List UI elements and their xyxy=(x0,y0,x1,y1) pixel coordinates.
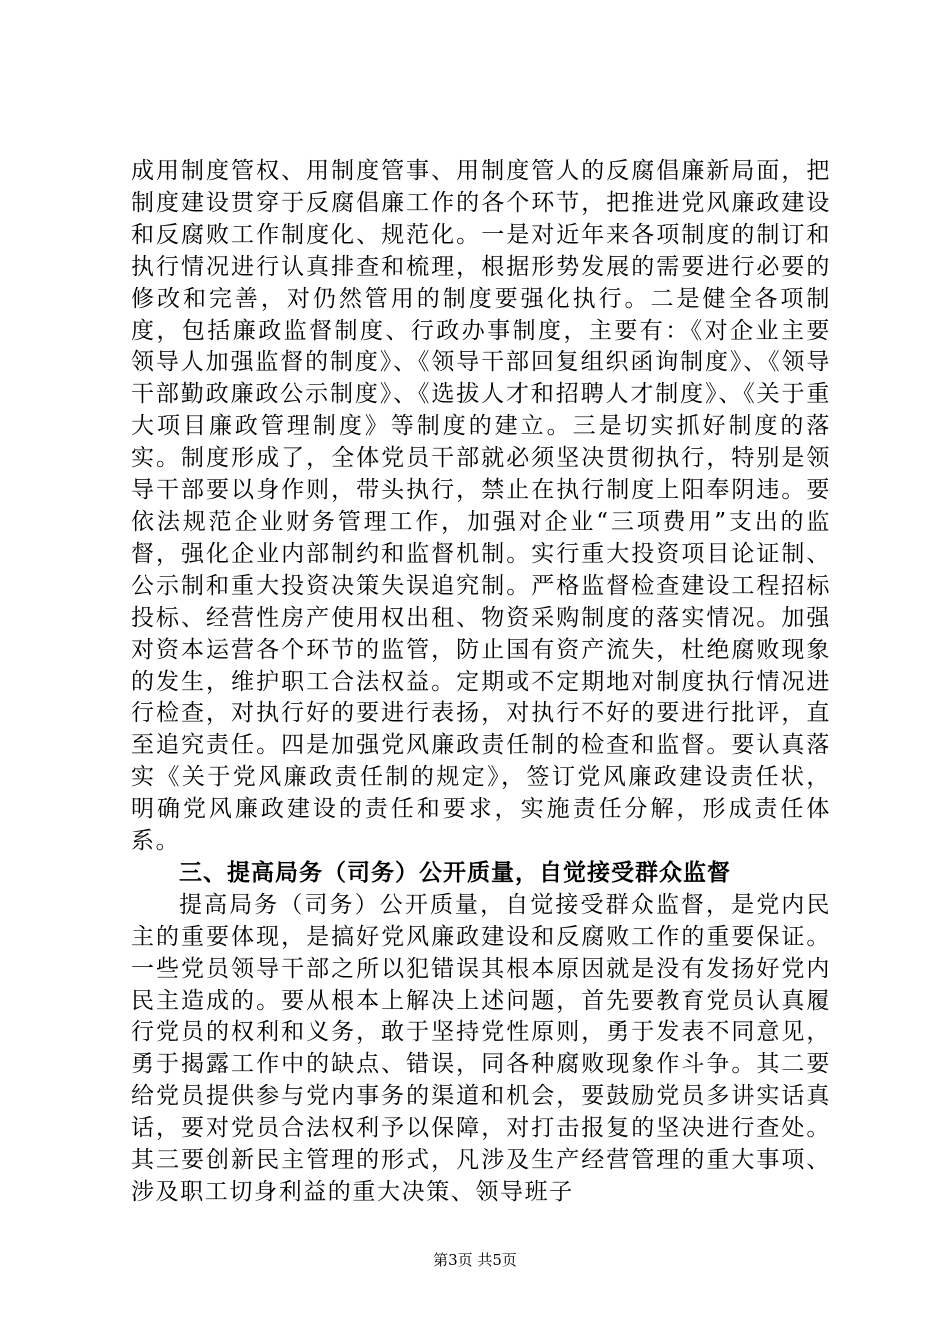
page-number: 第3页 共5页 xyxy=(433,1251,517,1269)
section-heading-3: 三、提高局务（司务）公开质量，自觉接受群众监督 xyxy=(179,859,731,886)
body-paragraph-2: 提高局务（司务）公开质量，自觉接受群众监督，是党内民主的重要体现，是搞好党风廉政建设和反腐败工作的重要保证。一些党员领导干部之所以犯错误其根本原因就是没有发扬好党内民主造成的。要从根本上解决上述问题，首先要教育党员认真履行党员的权利和义务，敢于坚持党性原则，勇于发表不同意见，勇于揭露工作中的缺点、错误，同各种腐败现象作斗争。其二要给党员提供参与党内事务的渠道和机会，要鼓励党员多讲实话真话，要对党员合法权利予以保障，对打击报复的坚决进行查处。其三要创新民主管理的形式，凡涉及生产经营管理的重大事项、涉及职工切身利益的重大决策、领导班子 xyxy=(131,891,831,1205)
page-footer xyxy=(0,1250,950,1270)
body-paragraph-1: 成用制度管权、用制度管事、用制度管人的反腐倡廉新局面，把制度建设贯穿于反腐倡廉工作的各个环节，把推进党风廉政建设和反腐败工作制度化、规范化。一是对近年来各项制度的制订和执行情况进行认真排查和梳理，根据形势发展的需要进行必要的修改和完善，对仍然管用的制度要强化执行。二是健全各项制度，包括廉政监督制度、行政办事制度，主要有：《对企业主要领导人加强监督的制度》、《领导干部回复组织函询制度》、《领导干部勤政廉政公示制度》、《选拔人才和招聘人才制度》、《关于重大项目廉政管理制度》等制度的建立。三是切实抓好制度的落实。制度形成了，全体党员干部就必须坚决贯彻执行，特别是领导干部要以身作则，带头执行，禁止在执行制度上阳奉阴违。要依法规范企业财务管理工作，加强对企业“三项费用”支出的监督，强化企业内部制约和监督机制。实行重大投资项目论证制、公示制和重大投资决策失误追究制。严格监督检查建设工程招标投标、经营性房产使用权出租、物资采购制度的落实情况。加强对资本运营各个环节的监管，防止国有资产流失，杜绝腐败现象的发生，维护职工合法权益。定期或不定期地对制度执行情况进行检查，对执行好的要进行表扬，对执行不好的要进行批评，直至追究责任。四是加强党风廉政责任制的检查和监督。要认真落实《关于党风廉政责任制的规定》，签订党风廉政建设责任状，明确党风廉政建设的责任和要求，实施责任分解，形成责任体系。 xyxy=(131,158,831,855)
document-body xyxy=(131,156,831,1209)
